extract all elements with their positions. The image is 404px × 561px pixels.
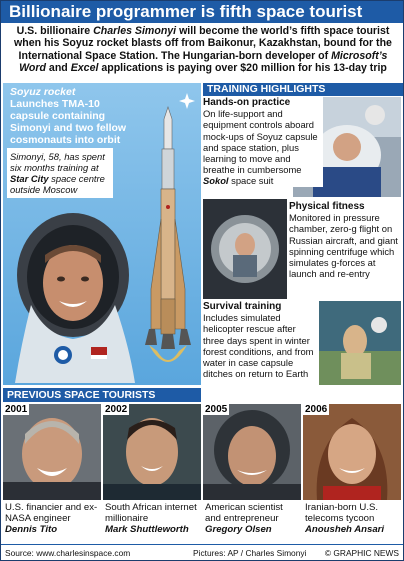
- soyuz-text: Launches TMA-10 capsule containing Simonyi and two fellow cosmonauts into orbit: [10, 98, 127, 146]
- tourist-name: Anousheh Ansari: [305, 524, 385, 535]
- training-item-hands-on: [203, 97, 323, 187]
- soyuz-caption: [10, 86, 130, 146]
- tourist-desc: [105, 502, 201, 535]
- training-photo-3: [319, 301, 401, 385]
- training-item-survival: [203, 301, 319, 379]
- intro-paragraph: [7, 25, 399, 75]
- page-title: Billionaire programmer is fifth space tourist: [9, 2, 363, 21]
- tourist-name: Dennis Tito: [5, 524, 58, 535]
- tourist-description: U.S. financier and ex-NASA engineer: [5, 502, 98, 524]
- tourist-description: American scientist and entrepreneur: [205, 502, 283, 524]
- tourist-desc: [305, 502, 401, 535]
- training-item-fitness: [289, 201, 401, 279]
- tourist-photo: [303, 404, 401, 500]
- training-text: space suit: [228, 175, 274, 187]
- training-label: TRAINING HIGHLIGHTS: [203, 83, 403, 96]
- training-photo-2: [203, 199, 287, 299]
- intro-text: will become the world’s fifth space tourist when his Soyuz rocket blasts off from Baikonur, Kazakhstan, bound for the International Space Station. The Hungarian-born developer of: [14, 25, 392, 62]
- sokol: Sokol: [203, 175, 229, 187]
- soyuz-heading: Soyuz rocket: [10, 86, 76, 98]
- tourist-description: Iranian-born U.S. telecoms tycoon: [305, 502, 379, 524]
- star-city: Star City: [10, 173, 49, 184]
- tourist-photo: [103, 404, 201, 500]
- footer-source: Source: www.charlesinspace.com: [5, 548, 131, 558]
- tourist-desc: [5, 502, 101, 535]
- simonyi-text: space centre outside Moscow: [10, 173, 105, 195]
- tourist-desc: [205, 502, 301, 535]
- intro-excel: Excel: [70, 62, 99, 75]
- footer-pictures: Pictures: AP / Charles Simonyi: [193, 548, 307, 558]
- training-text: Includes simulated helicopter rescue after three days spent in winter forest conditions, and from water in case capsule ditches on return to Earth: [203, 312, 314, 380]
- intro-word: Microsoft’s Word: [19, 49, 388, 75]
- intro-text: and: [45, 62, 71, 75]
- training-title: Physical fitness: [289, 201, 365, 212]
- intro-text: U.S. billionaire: [16, 25, 94, 37]
- tourist-photo: [203, 404, 301, 500]
- tourist-year: 2001: [5, 404, 28, 415]
- title-bar: [1, 1, 403, 23]
- tourist-card: [103, 404, 201, 542]
- tourist-year: 2006: [305, 404, 328, 415]
- simonyi-text: Simonyi, 58, has spent six months training at: [10, 151, 105, 173]
- tourist-card: [3, 404, 101, 542]
- tourist-description: South African internet millionaire: [105, 502, 197, 524]
- footer-copyright: © GRAPHIC NEWS: [324, 548, 399, 558]
- intro-text: applications is paying over $20 million for his 13-day trip: [98, 62, 387, 75]
- tourist-card: [303, 404, 401, 542]
- tourist-year: 2002: [105, 404, 128, 415]
- previous-tourists-label: [3, 388, 201, 402]
- intro-name: Charles Simonyi: [93, 25, 177, 37]
- training-title: Hands-on practice: [203, 97, 291, 108]
- tourist-photo: [3, 404, 101, 500]
- soyuz-panel: [3, 83, 201, 385]
- tourist-card: [203, 404, 301, 542]
- tourist-year: 2005: [205, 404, 228, 415]
- tourist-name: Mark Shuttleworth: [105, 524, 189, 535]
- simonyi-photo: [11, 205, 139, 383]
- star-icon: [179, 93, 195, 109]
- tourist-name: Gregory Olsen: [205, 524, 272, 535]
- training-text: On life-support and equipment controls aboard mock-ups of Soyuz capsule and space station, plus learning to move and breathe in cumbersome: [203, 108, 318, 176]
- soyuz-rocket-illustration: [135, 89, 201, 379]
- previous-tourists-heading: PREVIOUS SPACE TOURISTS: [7, 389, 156, 401]
- simonyi-caption: [7, 148, 113, 198]
- training-title: Survival training: [203, 301, 282, 312]
- footer: [1, 544, 403, 561]
- training-text: Monitored in pressure chamber, zero-g flight on Russian aircraft, and giant spinning centrifuge which simulates g-forces at launch and re-entry: [289, 212, 398, 280]
